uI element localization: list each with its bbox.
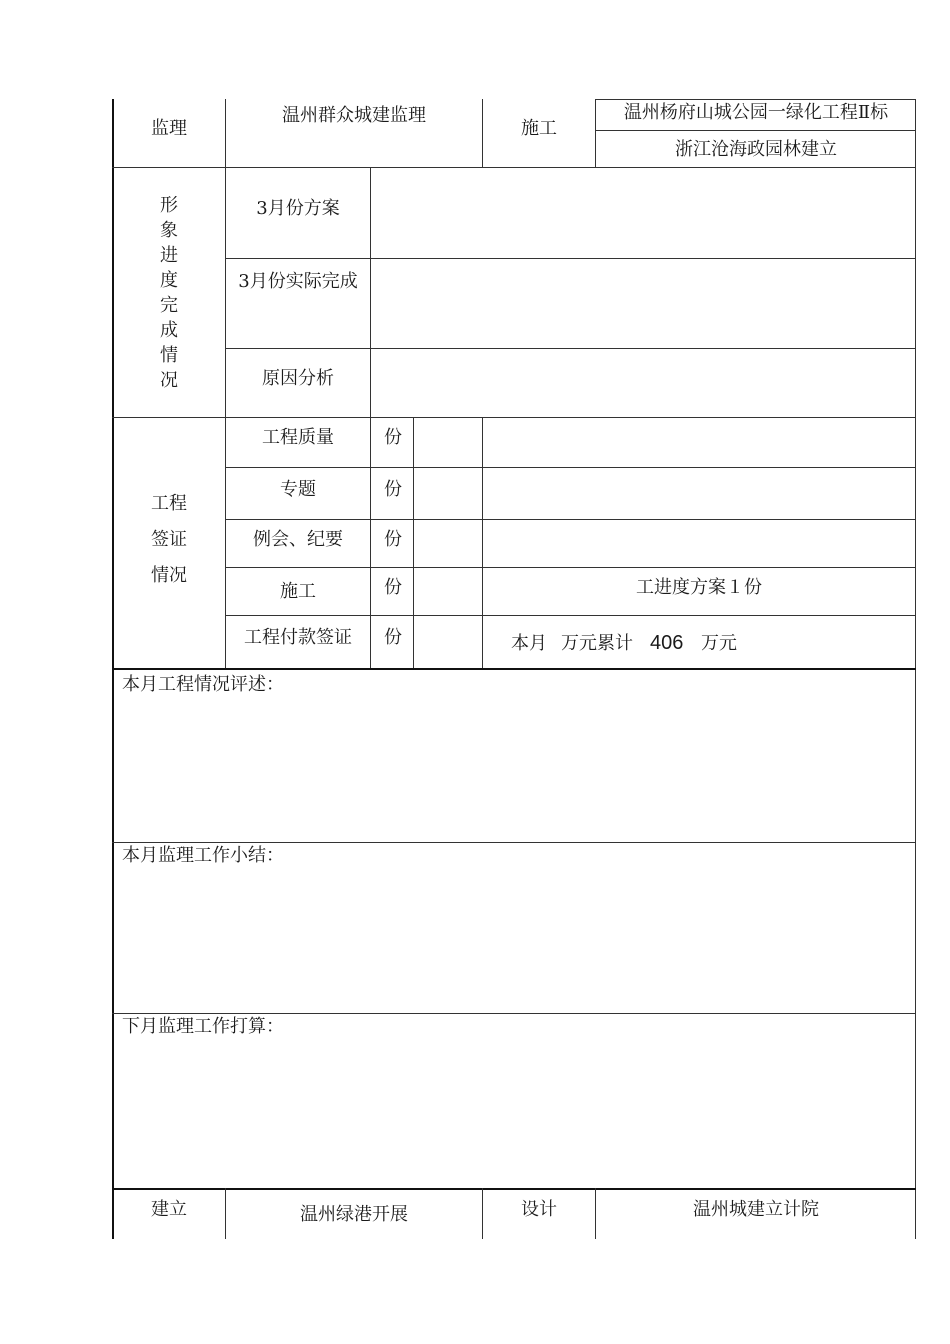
design-label: 设计 — [521, 1199, 557, 1220]
divider — [112, 668, 916, 670]
payment-unit-wan: 万元 — [701, 633, 737, 654]
payment-unit-cumulative: 万元累计 — [561, 633, 633, 654]
construction-company: 浙江沧海政园林建立 — [675, 139, 837, 160]
visa-row-note: 工进度方案１份 — [636, 577, 762, 598]
visa-row-unit: 份 — [384, 529, 402, 550]
march-actual-label: 3月份实际完成 — [238, 271, 358, 292]
divider — [370, 167, 371, 669]
divider — [112, 842, 915, 843]
divider — [595, 130, 915, 131]
visa-row-label: 施工 — [280, 581, 316, 602]
progress-section-char: 度 — [160, 270, 178, 291]
visa-row-unit: 份 — [384, 577, 402, 598]
cause-analysis-label: 原因分析 — [262, 368, 334, 389]
visa-row-unit: 份 — [384, 627, 402, 648]
supervision-label: 监理 — [151, 118, 187, 139]
divider — [595, 1188, 596, 1239]
progress-section-char: 完 — [160, 295, 178, 316]
construction-label: 施工 — [521, 118, 557, 139]
next-month-plan-label: 下月监理工作打算： — [122, 1016, 284, 1037]
table-border-top-right — [596, 99, 915, 100]
divider — [225, 519, 915, 520]
visa-row-label: 专题 — [280, 479, 316, 500]
visa-row-label: 例会、纪要 — [253, 529, 343, 550]
progress-section-char: 情 — [160, 345, 178, 366]
project-name: 温州杨府山城公园一绿化工程Ⅱ标 — [623, 102, 889, 123]
divider — [225, 467, 915, 468]
divider — [225, 99, 226, 669]
build-label: 建立 — [151, 1199, 187, 1220]
visa-row-unit: 份 — [384, 479, 402, 500]
divider — [482, 1188, 483, 1239]
visa-section-label — [144, 486, 194, 594]
visa-row-label: 工程付款签证 — [244, 627, 352, 648]
supervision-company: 温州群众城建监理 — [282, 105, 426, 126]
progress-section-char: 象 — [160, 220, 178, 241]
divider — [112, 1013, 915, 1014]
visa-section-line: 情况 — [151, 565, 187, 586]
divider — [225, 258, 915, 259]
divider — [112, 167, 915, 168]
visa-row-unit: 份 — [384, 427, 402, 448]
divider — [482, 417, 483, 669]
divider — [112, 1188, 916, 1190]
march-plan-label: 3月份方案 — [256, 198, 340, 219]
visa-row-label: 工程质量 — [262, 427, 334, 448]
divider — [482, 99, 483, 168]
design-company: 温州城建立计院 — [693, 1199, 819, 1220]
divider — [225, 615, 915, 616]
divider — [413, 417, 414, 669]
progress-section-char: 形 — [160, 195, 178, 216]
progress-section-char: 成 — [160, 320, 178, 341]
payment-total: 406 — [650, 632, 684, 654]
build-company: 温州绿港开展 — [300, 1204, 408, 1225]
divider — [225, 567, 915, 568]
monthly-summary-label: 本月监理工作小结： — [122, 845, 284, 866]
progress-section-char: 况 — [160, 370, 178, 391]
progress-section-char: 进 — [160, 245, 178, 266]
payment-this-month: 本月 — [511, 633, 547, 654]
progress-section-label — [159, 193, 179, 393]
divider — [225, 348, 915, 349]
visa-section-line: 签证 — [151, 529, 187, 550]
visa-section-line: 工程 — [151, 493, 187, 514]
monthly-review-label: 本月工程情况评述： — [122, 674, 284, 695]
divider — [225, 1188, 226, 1239]
divider — [595, 99, 596, 168]
divider — [112, 417, 915, 418]
